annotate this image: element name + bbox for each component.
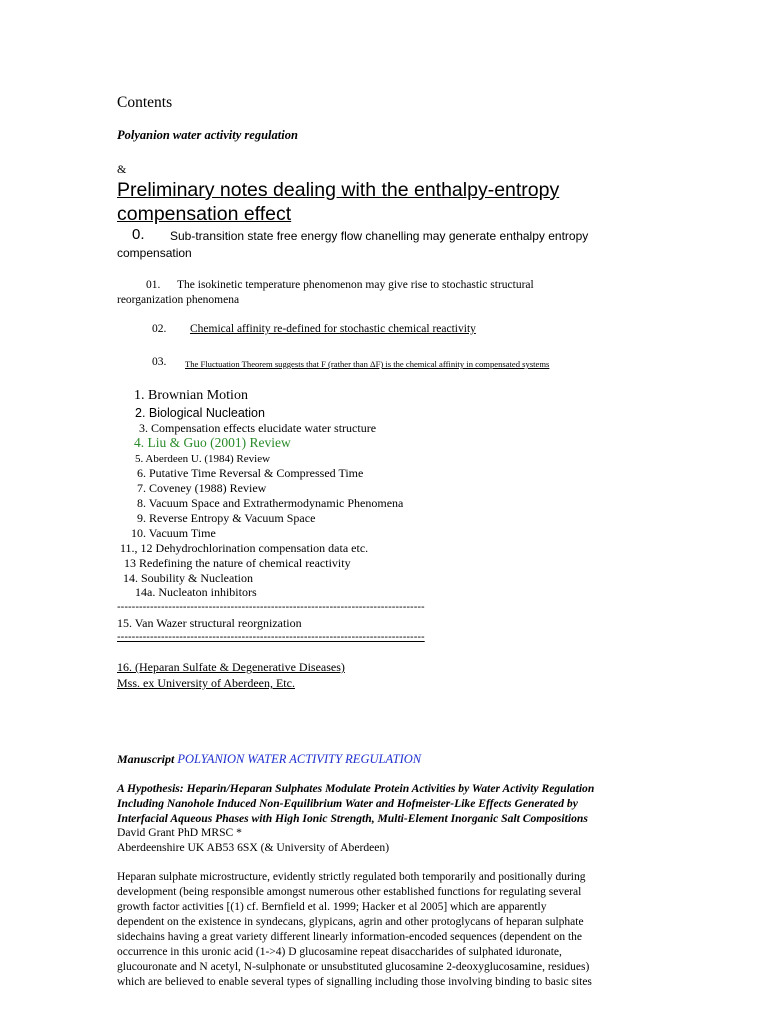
list-item-7[interactable]: 7. Coveney (1988) Review (137, 481, 267, 495)
address: Aberdeenshire UK AB53 6SX (& University of Aberdeen) (117, 841, 390, 854)
manuscript-heading (117, 752, 421, 767)
body-line-2: development (being responsible amongst numerous other established functions for regulating several (117, 886, 582, 898)
list-item-1[interactable]: 1. Brownian Motion (134, 388, 248, 403)
list-item-16-link[interactable]: 16. (Heparan Sulfate & Degenerative Diseases) (117, 660, 345, 674)
item-0-line1: Sub-transition state free energy flow chanelling may generate enthalpy entropy (170, 229, 589, 243)
hypothesis-line2: Including Nanohole Induced Non-Equilibrium Water and Hofmeister-Like Effects Generated by (117, 797, 578, 810)
list-item-11-12[interactable]: 11., 12 Dehydrochlorination compensation data etc. (120, 541, 369, 555)
ampersand: & (117, 162, 127, 176)
dash-divider-1: ------------------------------------------------------------------------------------ (117, 601, 425, 613)
item-03-number: 03. (152, 356, 167, 368)
list-item-14a[interactable]: 14a. Nucleaton inhibitors (135, 585, 257, 599)
prelim-title-line2[interactable]: compensation effect (117, 203, 292, 225)
body-line-8: which are believed to enable several types of signalling including those involving binding to basic sites (117, 976, 592, 988)
item-01-line1: The isokinetic temperature phenomenon may give rise to stochastic structural (177, 279, 534, 291)
author: David Grant PhD MRSC * (117, 826, 242, 839)
list-item-3[interactable]: 3. Compensation effects elucidate water structure (139, 421, 377, 435)
prelim-title-line1[interactable]: Preliminary notes dealing with the enthalpy-entropy (117, 179, 560, 201)
dash-divider-2: ------------------------------------------------------------------------------------ (117, 631, 425, 643)
list-item-9[interactable]: 9. Reverse Entropy & Vacuum Space (137, 511, 316, 525)
list-item-8[interactable]: 8. Vacuum Space and Extrathermodynamic Phenomena (137, 496, 404, 510)
hypothesis-line3: Interfacial Aqueous Phases with High Ionic Strength, Multi-Element Inorganic Salt Compositions (117, 812, 588, 825)
list-item-15[interactable]: 15. Van Wazer structural reorgnization (117, 616, 302, 630)
body-line-5: sidechains having a great variety different linearly information-encoded sequences (dependent on the (117, 931, 583, 943)
list-item-10[interactable]: 10. Vacuum Time (131, 526, 216, 540)
contents-heading: Contents (117, 94, 173, 111)
item-0-line2: compensation (117, 246, 192, 260)
manuscript-title: POLYANION WATER ACTIVITY REGULATION (177, 752, 422, 766)
manuscript-label: Manuscript (117, 752, 178, 766)
body-line-7: glucouronate and N acetyl, N-sulphonate or unsubstituted glucosamine 2-deoxyglucosamine, residues) (117, 961, 590, 973)
item-01-number: 01. (146, 279, 161, 291)
body-line-6: occurrence in this uronic acid (1->4) D glucosamine repeat disaccharides of sulphated iduronate, (117, 946, 562, 958)
mss-link[interactable]: Mss. ex University of Aberdeen, Etc. (117, 676, 295, 690)
body-line-4: dependent on the existence in syndecans, glypicans, agrin and other protoglycans of heparan sulphate (117, 916, 584, 928)
item-02-number: 02. (152, 323, 167, 335)
polyanion-title: Polyanion water activity regulation (117, 128, 298, 142)
list-item-5[interactable]: 5. Aberdeen U. (1984) Review (135, 453, 271, 465)
hypothesis-line1: A Hypothesis: Heparin/Heparan Sulphates Modulate Protein Activities by Water Activity Regulation (117, 782, 595, 795)
list-item-13[interactable]: 13 Redefining the nature of chemical reactivity (124, 556, 351, 570)
list-item-14[interactable]: 14. Soubility & Nucleation (123, 571, 253, 585)
body-line-3: growth factor activities [(1) cf. Bernfield et al. 1999; Hacker et al 2005] which are apparently (117, 901, 547, 913)
item-01-line2: reorganization phenomena (117, 294, 240, 306)
item-03-link[interactable]: The Fluctuation Theorem suggests that F (rather than ΔF) is the chemical affinity in compensated systems (185, 359, 550, 369)
item-02-link[interactable]: Chemical affinity re-defined for stochastic chemical reactivity (190, 323, 476, 335)
list-item-6[interactable]: 6. Putative Time Reversal & Compressed Time (137, 466, 364, 480)
list-item-4[interactable]: 4. Liu & Guo (2001) Review (134, 435, 291, 450)
list-item-2[interactable]: 2. Biological Nucleation (135, 406, 265, 420)
body-line-1: Heparan sulphate microstructure, evidently strictly regulated both temporarily and positionally during (117, 871, 586, 883)
item-0-number: 0. (132, 226, 145, 243)
